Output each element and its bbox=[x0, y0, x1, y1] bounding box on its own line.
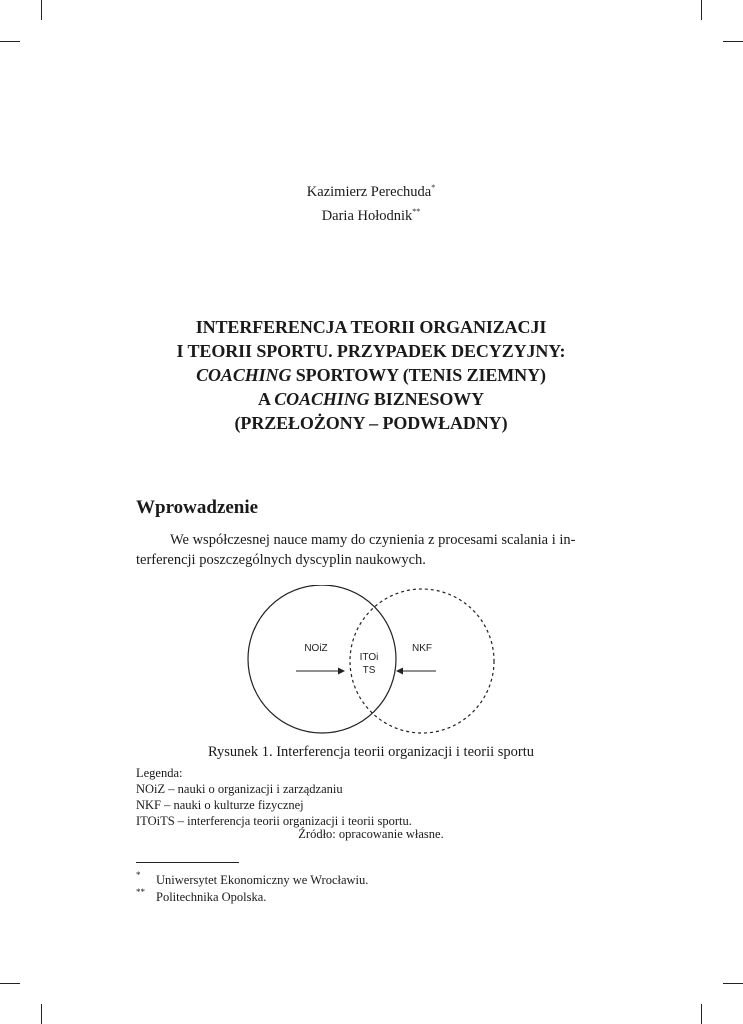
crop-mark-top-right-v bbox=[701, 0, 702, 20]
author-2: Daria Hołodnik** bbox=[321, 207, 421, 224]
footnote-2-mark: ** bbox=[136, 887, 145, 897]
legend-item: ITOiTS – interferencja teorii organizacji i teorii sportu. bbox=[136, 814, 412, 828]
page-body bbox=[136, 0, 606, 1024]
footnote-2-text: Politechnika Opolska. bbox=[156, 890, 267, 904]
paragraph-line-2: terferencji poszczególnych dyscyplin naukowych. bbox=[136, 552, 426, 568]
title-line-2: I TEORII SPORTU. PRZYPADEK DECYZYJNY: bbox=[176, 341, 566, 361]
center-label-line-1: ITOi bbox=[359, 652, 379, 663]
author-1: Kazimierz Perechuda* bbox=[306, 183, 436, 200]
paragraph-line-1: We współczesnej nauce mamy do czynienia z procesami scalania i in- bbox=[170, 532, 576, 548]
footnote-divider bbox=[136, 862, 239, 863]
left-label-noiz: NOiZ bbox=[304, 643, 328, 654]
title-line-4: A COACHING BIZNESOWY bbox=[257, 389, 485, 409]
figure-legend bbox=[136, 765, 606, 829]
legend-heading: Legenda: bbox=[136, 766, 183, 780]
title-line-1: INTERFERENCJA TEORII ORGANIZACJI bbox=[195, 317, 547, 337]
center-label-line-2: TS bbox=[362, 665, 376, 676]
crop-mark-bottom-right-v bbox=[701, 1004, 702, 1024]
crop-mark-bottom-left-v bbox=[41, 1004, 42, 1024]
crop-mark-top-left-h bbox=[0, 41, 20, 42]
venn-diagram bbox=[236, 585, 606, 740]
title-line-5: (PRZEŁOŻONY – PODWŁADNY) bbox=[234, 413, 508, 433]
figure-source: Źródło: opracowanie własne. bbox=[298, 827, 444, 841]
paper-title bbox=[136, 315, 606, 435]
crop-mark-top-left-v bbox=[41, 0, 42, 20]
intro-paragraph bbox=[136, 530, 606, 570]
crop-mark-top-right-h bbox=[723, 41, 743, 42]
crop-mark-bottom-left-h bbox=[0, 983, 20, 984]
legend-item: NKF – nauki o kulturze fizycznej bbox=[136, 798, 304, 812]
author-1-footnote-mark: * bbox=[431, 183, 436, 192]
footnote-1-mark: * bbox=[136, 870, 141, 880]
author-2-footnote-mark: ** bbox=[412, 207, 421, 216]
legend-item: NOiZ – nauki o organizacji i zarządzaniu bbox=[136, 782, 343, 796]
title-line-3: COACHING SPORTOWY (TENIS ZIEMNY) bbox=[196, 365, 546, 385]
section-heading: Wprowadzenie bbox=[136, 497, 259, 518]
author-list bbox=[136, 178, 606, 226]
figure-caption: Rysunek 1. Interferencja teorii organizacji i teorii sportu bbox=[207, 744, 535, 760]
right-label-nkf: NKF bbox=[412, 643, 432, 654]
crop-mark-bottom-right-h bbox=[723, 983, 743, 984]
footnote-1-text: Uniwersytet Ekonomiczny we Wrocławiu. bbox=[156, 873, 369, 887]
